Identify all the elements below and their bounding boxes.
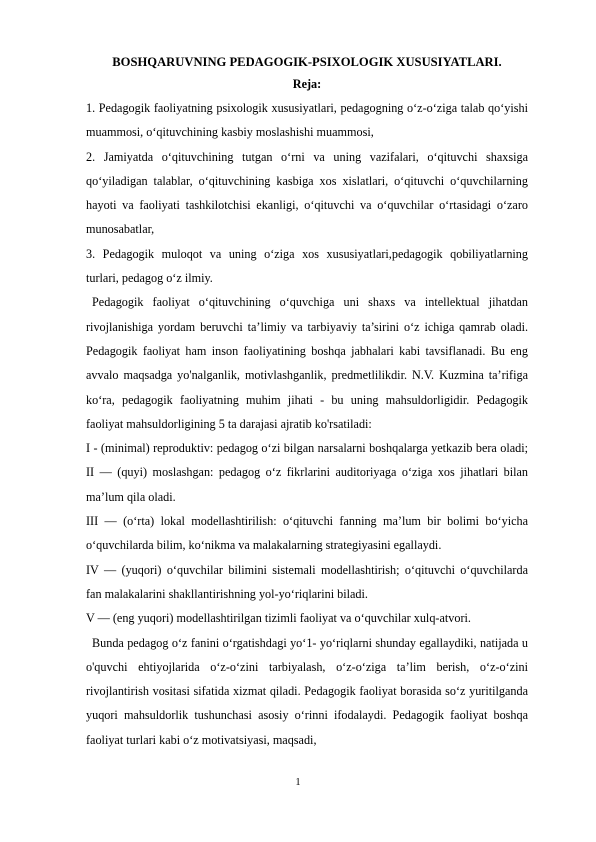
level-paragraph-3: III — (o‘rta) lokal modellashtirilish: o‘qituvchi fanning ma’lum bir bolimi bo‘yicha o‘quvchilarda bilim, ko‘nikma va malakalarning strategiyasini egallaydi. [86,514,528,553]
body-paragraph-intro: Pedagogik faoliyat o‘qituvchining o‘quvchiga uni shaxs va intellektual jihatdan rivojlanishiga yordam beruvchi ta’limiy va tarbiyaviy ta’sirini o‘z ichiga qamrab oladi. Pedagogik faoliyat ham inson faoliyatining boshqa jabhalari kabi tavsiflanadi. Bu eng avvalo maqsadga yo'nalganlik, motivlashganlik, predmetlilikdir. N.V. Kuzmina ta’rifiga ko‘ra, pedagogik faoliyatning muhim jihati - bu uning mahsuldorligidir. Pedagogik faoliyat mahsuldorligining 5 ta darajasi ajratib ko'rsatiladi: [86,295,528,431]
document-title: BOSHQARUVNING PEDAGOGIK-PSIXOLOGIK XUSUSIYATLARI. [112,55,502,69]
page-number: 1 [295,777,301,788]
plan-item-1: 1. Pedagogik faoliyatning psixologik xususiyatlari, pedagogning o‘z-o‘ziga talab qo‘yishi muammosi, o‘qituvchining kasbiy moslashishi muammosi, [86,101,528,140]
plan-item-2: 2. Jamiyatda o‘qituvchining tutgan o‘rni va uning vazifalari, o‘qituvchi shaxsiga qo‘yiladigan talablar, o‘qituvchining kasbiga xos xislatlari, o‘qituvchi o‘quvchilarning hayoti va faoliyati tashkilotchisi ekanligi, o‘qituvchi va o‘quvchilar o‘rtasidagi o‘zaro munosabatlar, [86,149,528,237]
level-paragraph-1-2: I - (minimal) reproduktiv: pedagog o‘zi bilgan narsalarni boshqalarga yetkazib bera oladi; II — (quyi) moslashgan: pedagog o‘z fikrlarini auditoriyaga o‘ziga xos jihatlari bilan ma’lum qila oladi. [86,441,528,504]
plan-item-3: 3. Pedagogik muloqot va uning o‘ziga xos xususiyatlari,pedagogik qobiliyatlarning turlari, pedagog o‘z ilmiy. [86,246,528,286]
body-paragraph-conclusion: Bunda pedagog o‘z fanini o‘rgatishdagi yo‘1- yo‘riqlarni shunday egallaydiki, natijada u o'quvchi ehtiyojlarida o‘z-o‘zini tarbiyalash, o‘z-o‘ziga ta’lim berish, o‘z-o‘zini rivojlantirish vositasi sifatida xizmat qiladi. Pedagogik faoliyat borasida so‘z yuritilganda yuqori mahsuldorlik tushunchasi asosiy o‘rinni ifodalaydi. Pedagogik faoliyat boshqa faoliyat turlari kabi o‘z motivatsiyasi, maqsadi, [86,635,528,747]
level-paragraph-4: IV — (yuqori) o‘quvchilar bilimini sistemali modellashtirish; o‘qituvchi o‘quvchilarda fan malakalarini shakllantirishning yol-yo‘riqlarini biladi. [86,562,528,601]
level-paragraph-5: V — (eng yuqori) modellashtirilgan tizimli faoliyat va o‘quvchilar xulq-atvori. [86,611,471,626]
plan-heading: Reja: [292,77,322,91]
document-body [86,52,528,752]
